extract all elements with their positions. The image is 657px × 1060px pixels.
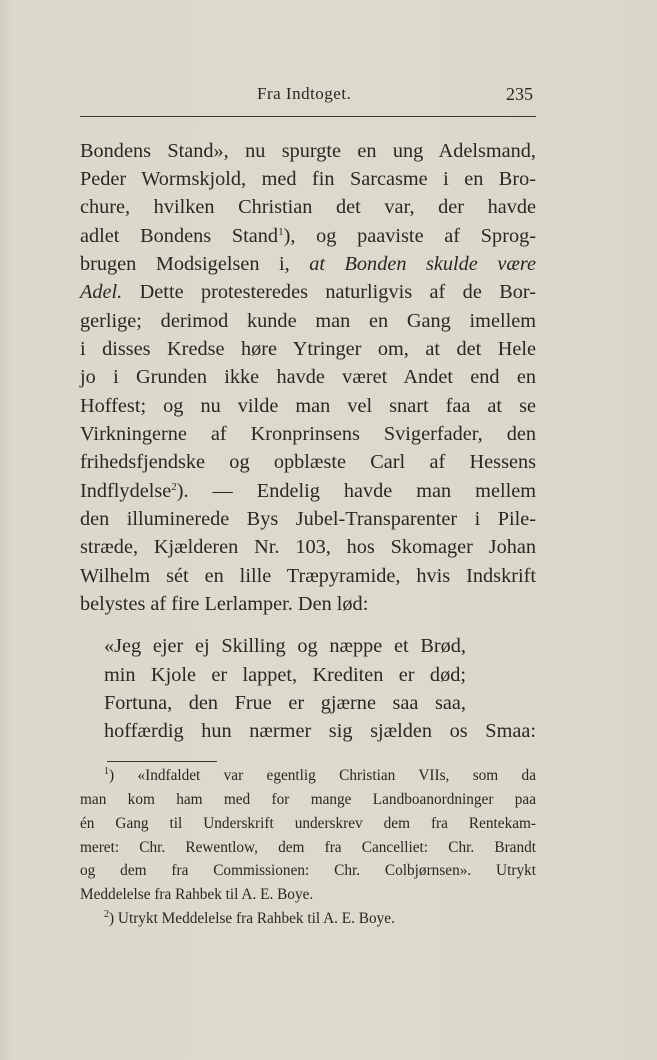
emphasis-text: at Bonden skulde være xyxy=(309,253,536,275)
body-line-9: jo i Grunden ikke havde været Andet end en xyxy=(80,366,536,388)
footnote-marker-2: 2 xyxy=(104,909,109,920)
body-line-16: Wilhelm sét en lille Træpyramide, hvis Indskrift xyxy=(80,565,536,587)
body-line-6 xyxy=(80,278,536,306)
footnote-1-line-4: meret: Chr. Rewentlow, dem fra Cancelliet: Chr. Brandt xyxy=(80,839,536,856)
running-header-title: Fra Indtoget. xyxy=(257,84,352,103)
verse-line-2: min Kjole er lappet, Krediten er død; xyxy=(104,664,466,686)
page-number: 235 xyxy=(506,84,533,104)
header-rule xyxy=(80,116,536,117)
body-text: adlet Bondens Stand xyxy=(80,225,279,247)
body-line-11: Virkningerne af Kronprinsens Svigerfader, den xyxy=(80,423,536,445)
footnote-text: ) Utrykt Meddelelse fra Rahbek til A. E. Boye. xyxy=(109,910,395,927)
body-line-14: den illuminerede Bys Jubel-Transparenter i Pile- xyxy=(80,508,536,530)
footnote-2-line-1 xyxy=(104,907,536,931)
footnote-1-line-3: én Gang til Underskrift underskrev dem fra Rentekam- xyxy=(80,815,536,832)
footnote-1-line-1 xyxy=(104,764,536,788)
body-text: Indflydelse xyxy=(80,480,172,502)
verse-line-1: «Jeg ejer ej Skilling og næppe et Brød, xyxy=(104,635,466,657)
body-text: ), og paaviste af Sprog- xyxy=(283,225,536,247)
body-line-15: stræde, Kjælderen Nr. 103, hos Skomager Johan xyxy=(80,536,536,558)
footnote-1-line-6: Meddelelse fra Rahbek til A. E. Boye. xyxy=(80,886,314,903)
verse-line-4: hoffærdig hun nærmer sig sjælden os Smaa: xyxy=(104,720,536,742)
body-text: Dette protesteredes naturligvis af de Bor- xyxy=(139,281,536,303)
body-line-7: gerlige; derimod kunde man en Gang imellem xyxy=(80,310,536,332)
body-line-8: i disses Kredse høre Ytringer om, at det Hele xyxy=(80,338,536,360)
footnote-1-line-2: man kom ham med for mange Landboanordninger paa xyxy=(80,791,536,808)
footnote-ref-1: 1 xyxy=(278,226,284,238)
body-line-2: Peder Wormskjold, med fin Sarcasme i en Bro- xyxy=(80,168,536,190)
body-line-17: belystes af fire Lerlamper. Den lød: xyxy=(80,593,369,615)
body-text: brugen Modsigelsen i, xyxy=(80,253,290,275)
body-line-1: Bondens Stand», nu spurgte en ung Adelsmand, xyxy=(80,140,536,162)
footnote-rule xyxy=(107,761,217,762)
footnote-marker-1: 1 xyxy=(104,766,109,777)
body-text: ). — Endelig havde man mellem xyxy=(176,480,536,502)
footnote-ref-2: 2 xyxy=(171,481,177,493)
footnote-1-line-5: og dem fra Commissionen: Chr. Colbjørnsen». Utrykt xyxy=(80,862,536,879)
body-line-13 xyxy=(80,477,536,505)
emphasis-text: Adel. xyxy=(80,281,123,303)
body-line-10: Hoffest; og nu vilde man vel snart faa at se xyxy=(80,395,536,417)
body-line-3: chure, hvilken Christian det var, der havde xyxy=(80,196,536,218)
body-line-4 xyxy=(80,222,536,250)
body-line-12: frihedsfjendske og opblæste Carl af Hessens xyxy=(80,451,536,473)
verse-line-3: Fortuna, den Frue er gjærne saa saa, xyxy=(104,692,466,714)
footnote-text: ) «Indfaldet var egentlig Christian VIIs, som da xyxy=(109,767,536,784)
body-line-5 xyxy=(80,250,536,278)
